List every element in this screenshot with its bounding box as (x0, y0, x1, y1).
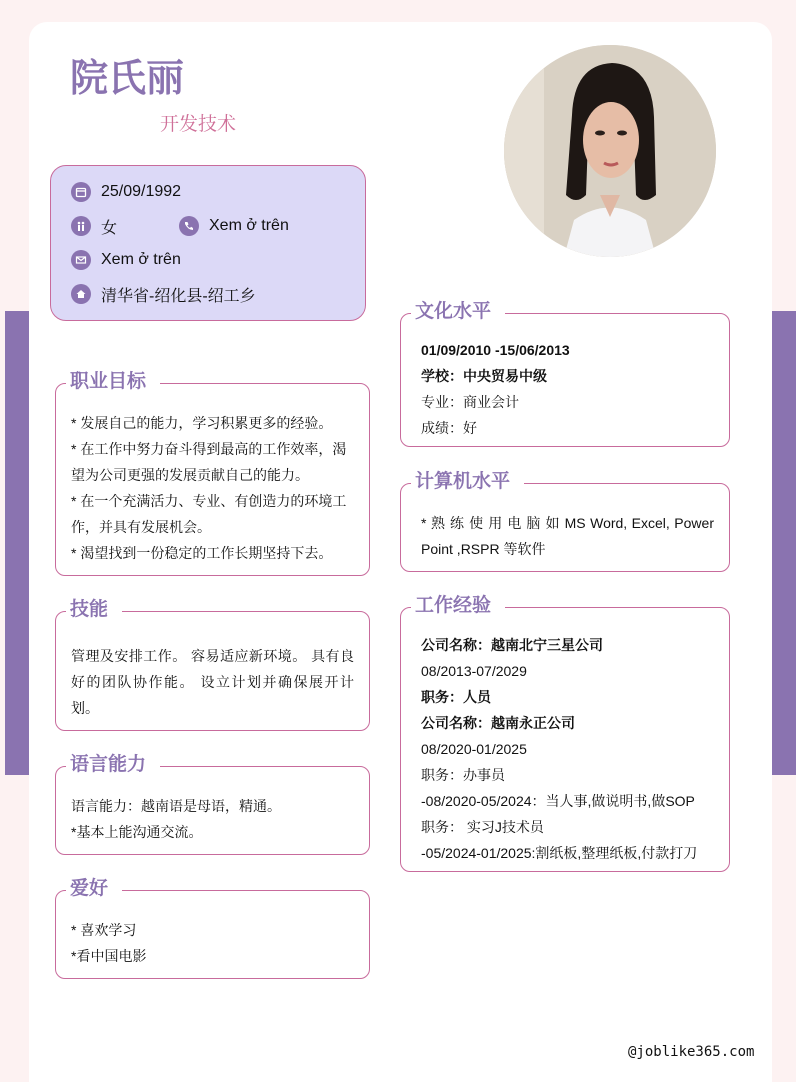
body-line: * 渴望找到一份稳定的工作长期坚持下去。 (71, 545, 333, 561)
gender-text: 女 (101, 219, 118, 237)
experience-line: -05/2024-01/2025:割纸板,整理纸板,付款打刀 (421, 845, 698, 861)
section-title: 工作经验 (411, 593, 505, 619)
address-text: 清华省-绍化县-绍工乡 (101, 287, 256, 305)
hobbies-section (55, 878, 370, 979)
section-body (71, 793, 354, 845)
computer-section (400, 471, 730, 572)
gender-row (71, 216, 117, 236)
profile-photo (504, 45, 716, 257)
education-grade: 成绩：好 (421, 420, 477, 436)
dob-text: 25/09/1992 (101, 183, 182, 200)
experience-line: 职务： 实习J技术员 (421, 819, 544, 835)
body-line: 语言能力：越南语是母语，精通。 (71, 798, 281, 814)
section-title: 文化水平 (411, 299, 505, 325)
computer-text: * 熟 练 使 用 电 脑 如 MS Word, Excel, Power Point ,RSPR 等软件 (421, 515, 714, 557)
phone-text: Xem ở trên (209, 217, 289, 234)
gender-icon (71, 216, 91, 236)
section-body (71, 917, 354, 969)
career-objective-section (55, 371, 370, 576)
body-line: *看中国电影 (71, 948, 147, 964)
candidate-name: 院氏丽 (70, 58, 185, 100)
experience-line: 08/2013-07/2029 (421, 663, 527, 679)
phone-row (179, 216, 289, 236)
experience-section (400, 595, 730, 872)
dob-row (71, 182, 181, 202)
education-section (400, 301, 730, 447)
left-accent-bar (5, 311, 29, 775)
education-school: 学校：中央贸易中级 (421, 368, 547, 384)
section-title: 计算机水平 (411, 469, 524, 495)
experience-line: 08/2020-01/2025 (421, 741, 527, 757)
education-period: 01/09/2010 -15/06/2013 (421, 342, 570, 358)
experience-line: -08/2020-05/2024：当人事,做说明书,做SOP (421, 793, 695, 809)
section-title: 爱好 (66, 876, 122, 902)
footer-watermark: @joblike365.com (628, 1044, 755, 1060)
education-major: 专业：商业会计 (421, 394, 519, 410)
experience-line: 公司名称：越南永正公司 (421, 715, 575, 731)
address-row (71, 284, 256, 304)
section-body (71, 410, 354, 566)
calendar-icon (71, 182, 91, 202)
body-line: * 在一个充满活力、专业、有创造力的环境工作，并具有发展机会。 (71, 493, 347, 535)
skills-text: 管理及安排工作。 容易适应新环境。 具有良好的团队协作能。 设立计划并确保展开计划。 (71, 648, 354, 716)
body-line: * 在工作中努力奋斗得到最高的工作效率，渴望为公司更强的发展贡献自己的能力。 (71, 441, 347, 483)
job-title: 开发技术 (160, 114, 237, 135)
language-section (55, 754, 370, 855)
section-body (421, 337, 714, 441)
right-accent-bar (772, 311, 796, 775)
body-line: * 发展自己的能力，学习积累更多的经验。 (71, 415, 333, 431)
email-row (71, 250, 181, 270)
section-title: 技能 (66, 597, 122, 623)
experience-line: 职务：人员 (421, 689, 491, 705)
skills-section (55, 599, 370, 731)
experience-line: 职务：办事员 (421, 767, 505, 783)
home-icon (71, 284, 91, 304)
body-line: * 喜欢学习 (71, 922, 137, 938)
section-body (421, 632, 714, 866)
body-line: *基本上能沟通交流。 (71, 824, 203, 840)
phone-icon (179, 216, 199, 236)
section-title: 语言能力 (66, 752, 160, 778)
section-title: 职业目标 (66, 369, 160, 395)
experience-line: 公司名称：越南北宁三星公司 (421, 637, 603, 653)
email-icon (71, 250, 91, 270)
email-text: Xem ở trên (101, 251, 181, 268)
